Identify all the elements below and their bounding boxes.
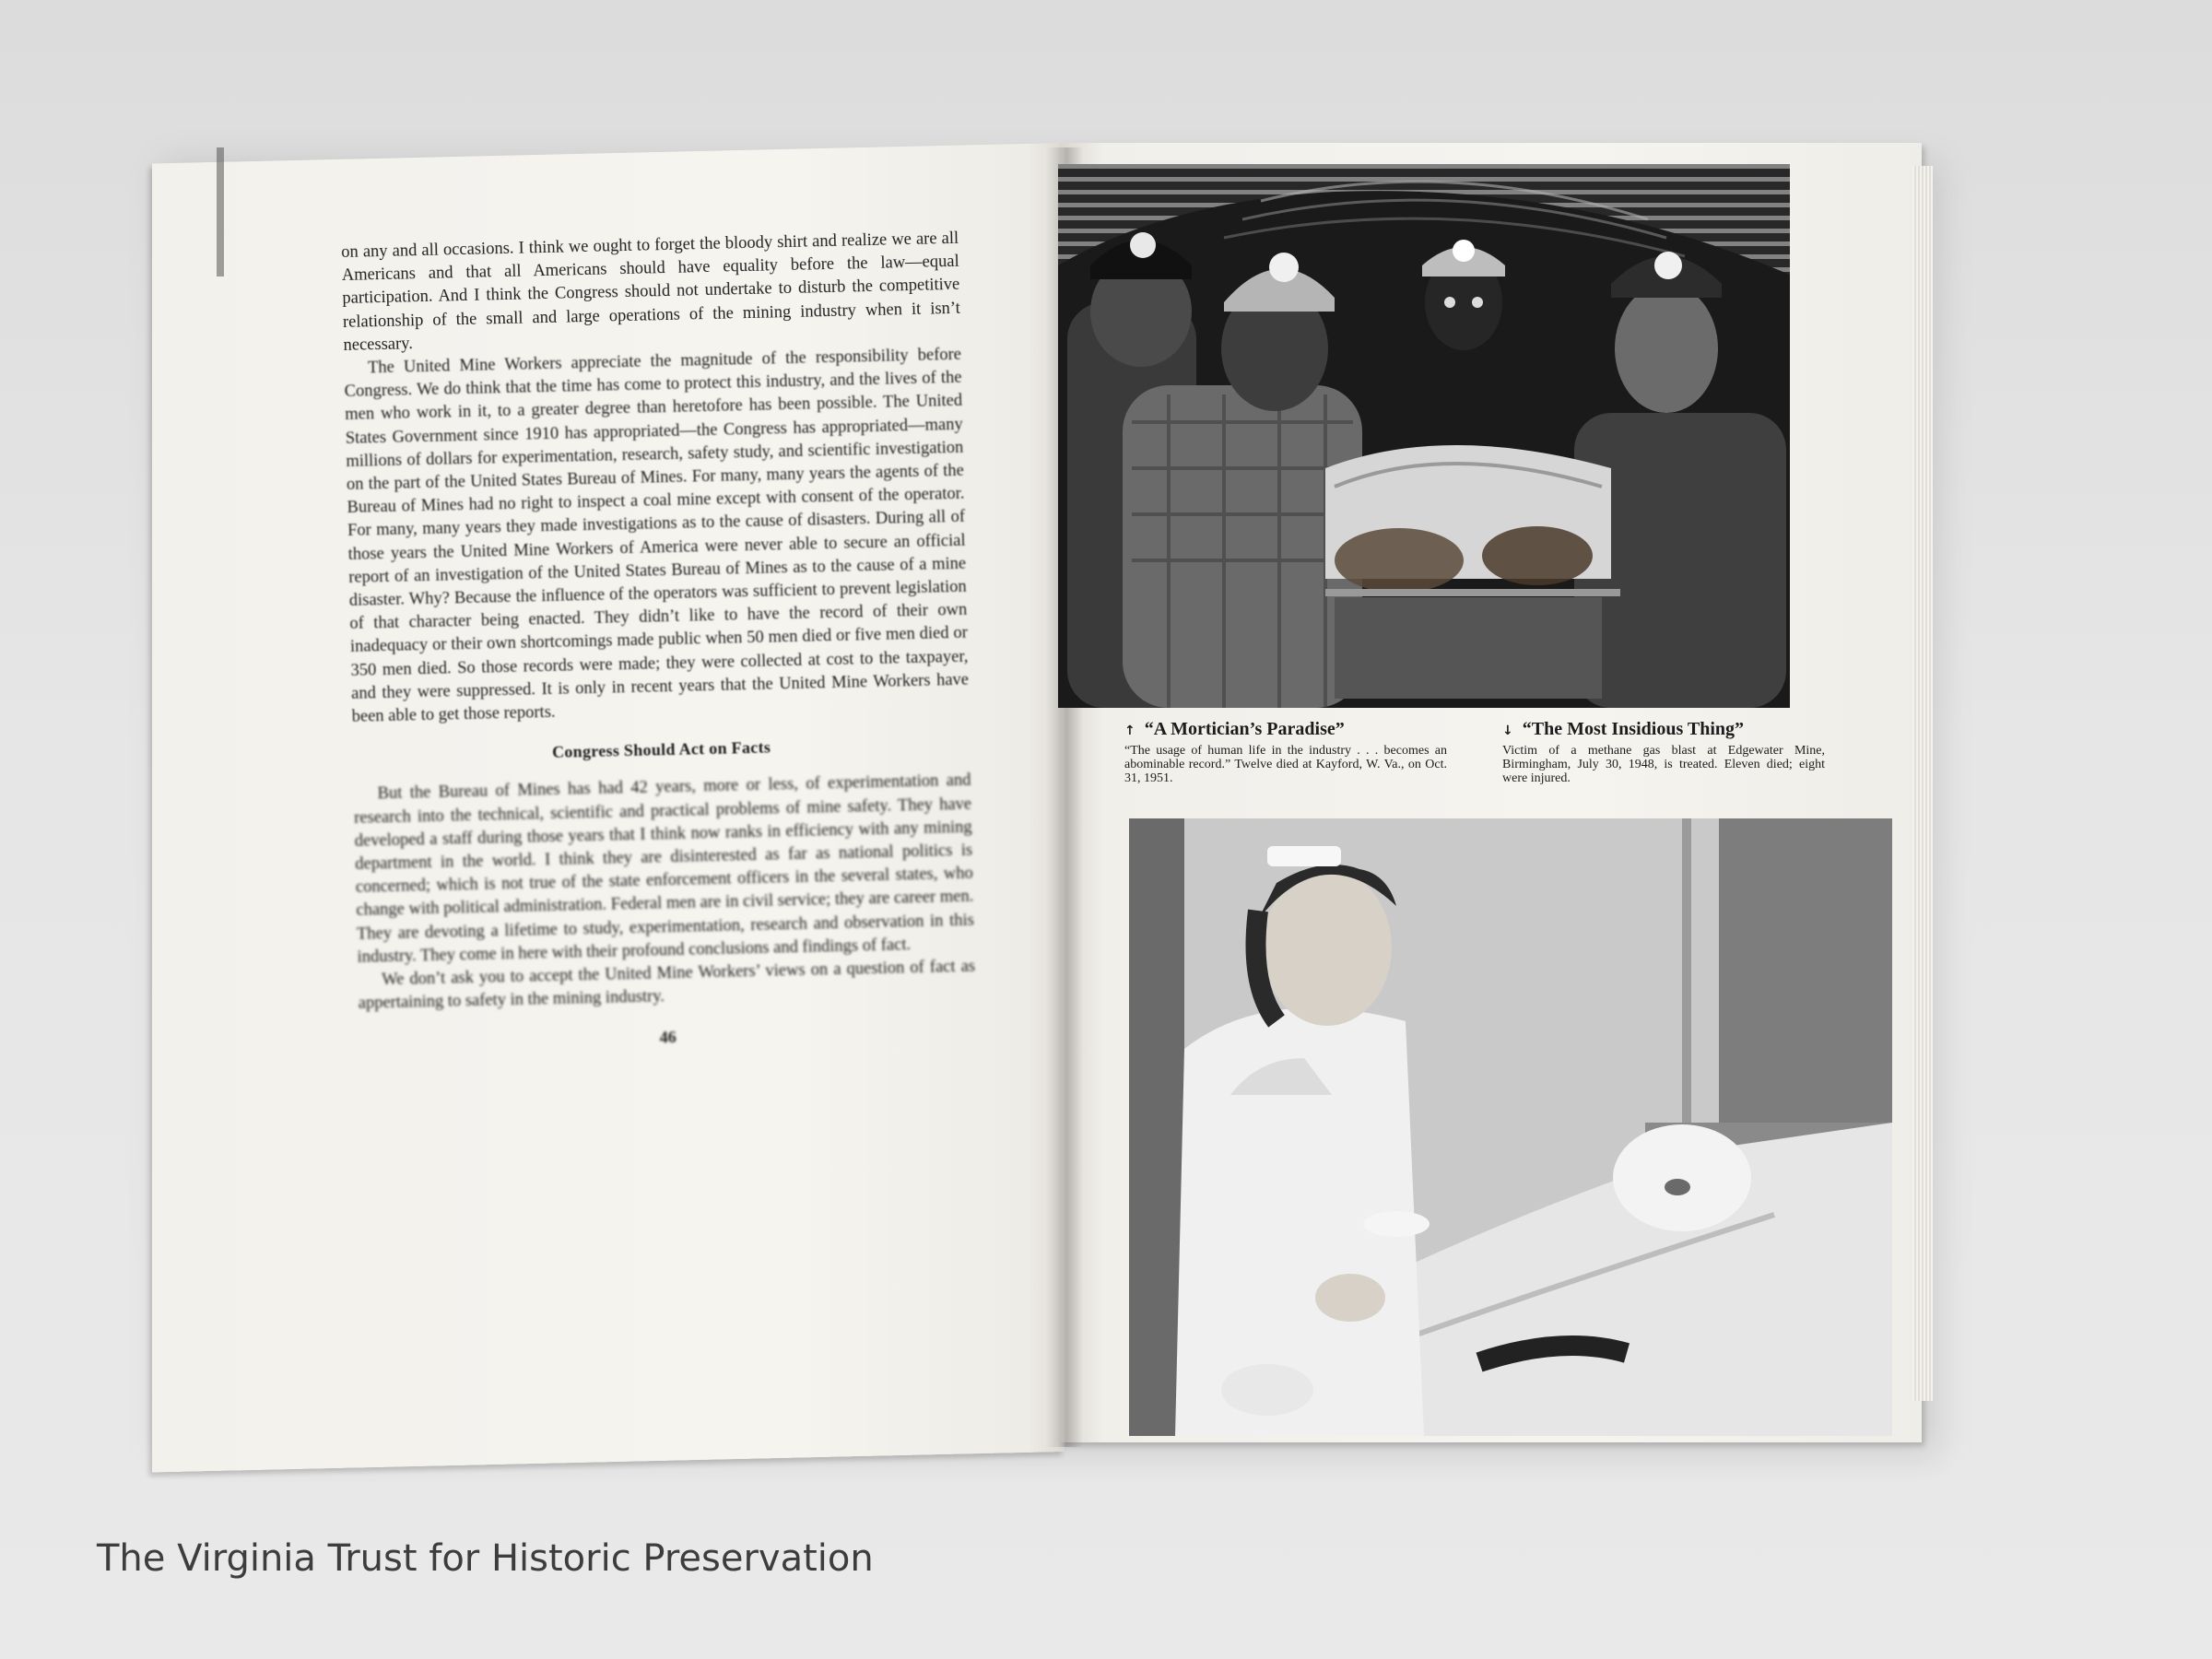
text-block-top — [341, 228, 961, 358]
left-page-text — [341, 228, 977, 1056]
arrow-down-icon: ↓ — [1502, 724, 1513, 738]
caption-insidious — [1502, 719, 1825, 785]
page-number: 46 — [659, 1027, 677, 1046]
photo-nurse-patient — [1129, 818, 1892, 1436]
miners-stretcher-illustration — [1058, 164, 1790, 708]
right-page-edges — [1912, 166, 1933, 1401]
nurse-patient-illustration — [1129, 818, 1892, 1436]
arrow-up-icon: ↑ — [1124, 724, 1135, 738]
caption-title — [1124, 719, 1447, 740]
text-block-bottom — [353, 770, 976, 1016]
caption-title — [1502, 719, 1825, 740]
paragraph: on any and all occasions. I think we ought to forget the bloody shirt and realize we are all Americans and that all Americans should have equality before the law—equal participation. And I think the Congress should not undertake to disturb the competitive relationship of the small and large operations of the mining industry when it isn’t necessary. — [341, 229, 961, 355]
caption-mortician — [1124, 719, 1447, 785]
photo-miners-stretcher — [1058, 164, 1790, 708]
photo-captions — [1124, 719, 1825, 794]
text-block-middle — [344, 344, 970, 729]
caption-title-text: “The Most Insidious Thing” — [1522, 719, 1745, 739]
section-heading: Congress Should Act on Facts — [551, 737, 771, 762]
caption-body: “The usage of human life in the industry . . . becomes an abominable record.” Twelve died at Kayford, W. Va., on Oct. 31, 1951. — [1124, 744, 1447, 785]
paragraph: We don’t ask you to accept the United Mine Workers’ views on a question of fact as appertaining to safety in the mining industry. — [358, 957, 976, 1014]
caption-body: Victim of a methane gas blast at Edgewater Mine, Birmingham, July 30, 1948, is treated. Eleven died; eight were injured. — [1502, 744, 1825, 785]
left-page-edge — [217, 147, 224, 276]
paragraph: But the Bureau of Mines has had 42 years, more or less, of experimentation and research into the technical, scientific and practical problems of mine safety. They have developed a staff during those years that I think now ranks in efficiency with any mining department in the world. I think they are disinterested as far as national politics is concerned; which is not true of the state enforcement officers in the several states, who change with political administration. Federal men are in civil service; they are career men. They are devoting a lifetime to study, experimentation, research and observation in this industry. They come in here with their profound conclusions and findings of fact. — [353, 771, 975, 967]
watermark-credit: The Virginia Trust for Historic Preservation — [97, 1537, 874, 1580]
paragraph: The United Mine Workers appreciate the magnitude of the responsibility before Congress. We do think that the time has come to protect this industry, and the lives of the men who work in it, to a greater degree than heretofore has been possible. The United States Government since 1910 has appropriated—the Congress has appropriated—many millions of dollars for experimentation, research, safety study, and scientific investigation on the part of the United States Bureau of Mines. For many, many years the agents of the Bureau of Mines had no right to inspect a coal mine except with consent of the operator. For many, many years they made investigations as to the cause of disasters. During all of those years the United Mine Workers of America were never able to secure an official report of an investigation of the United States Bureau of Mines as to the cause of a mine disaster. Why? Because the influence of the operators was sufficient to prevent legislation of that character being enacted. They didn’t like to have the record of their own inadequacy or their own shortcomings made public when 50 men died or five men died or 350 men died. So those records were made; they were collected at cost to the taxpayer, and they were suppressed. It is only in recent years that the United Mine Workers have been able to get those reports. — [344, 345, 970, 726]
caption-title-text: “A Mortician’s Paradise” — [1144, 719, 1345, 739]
